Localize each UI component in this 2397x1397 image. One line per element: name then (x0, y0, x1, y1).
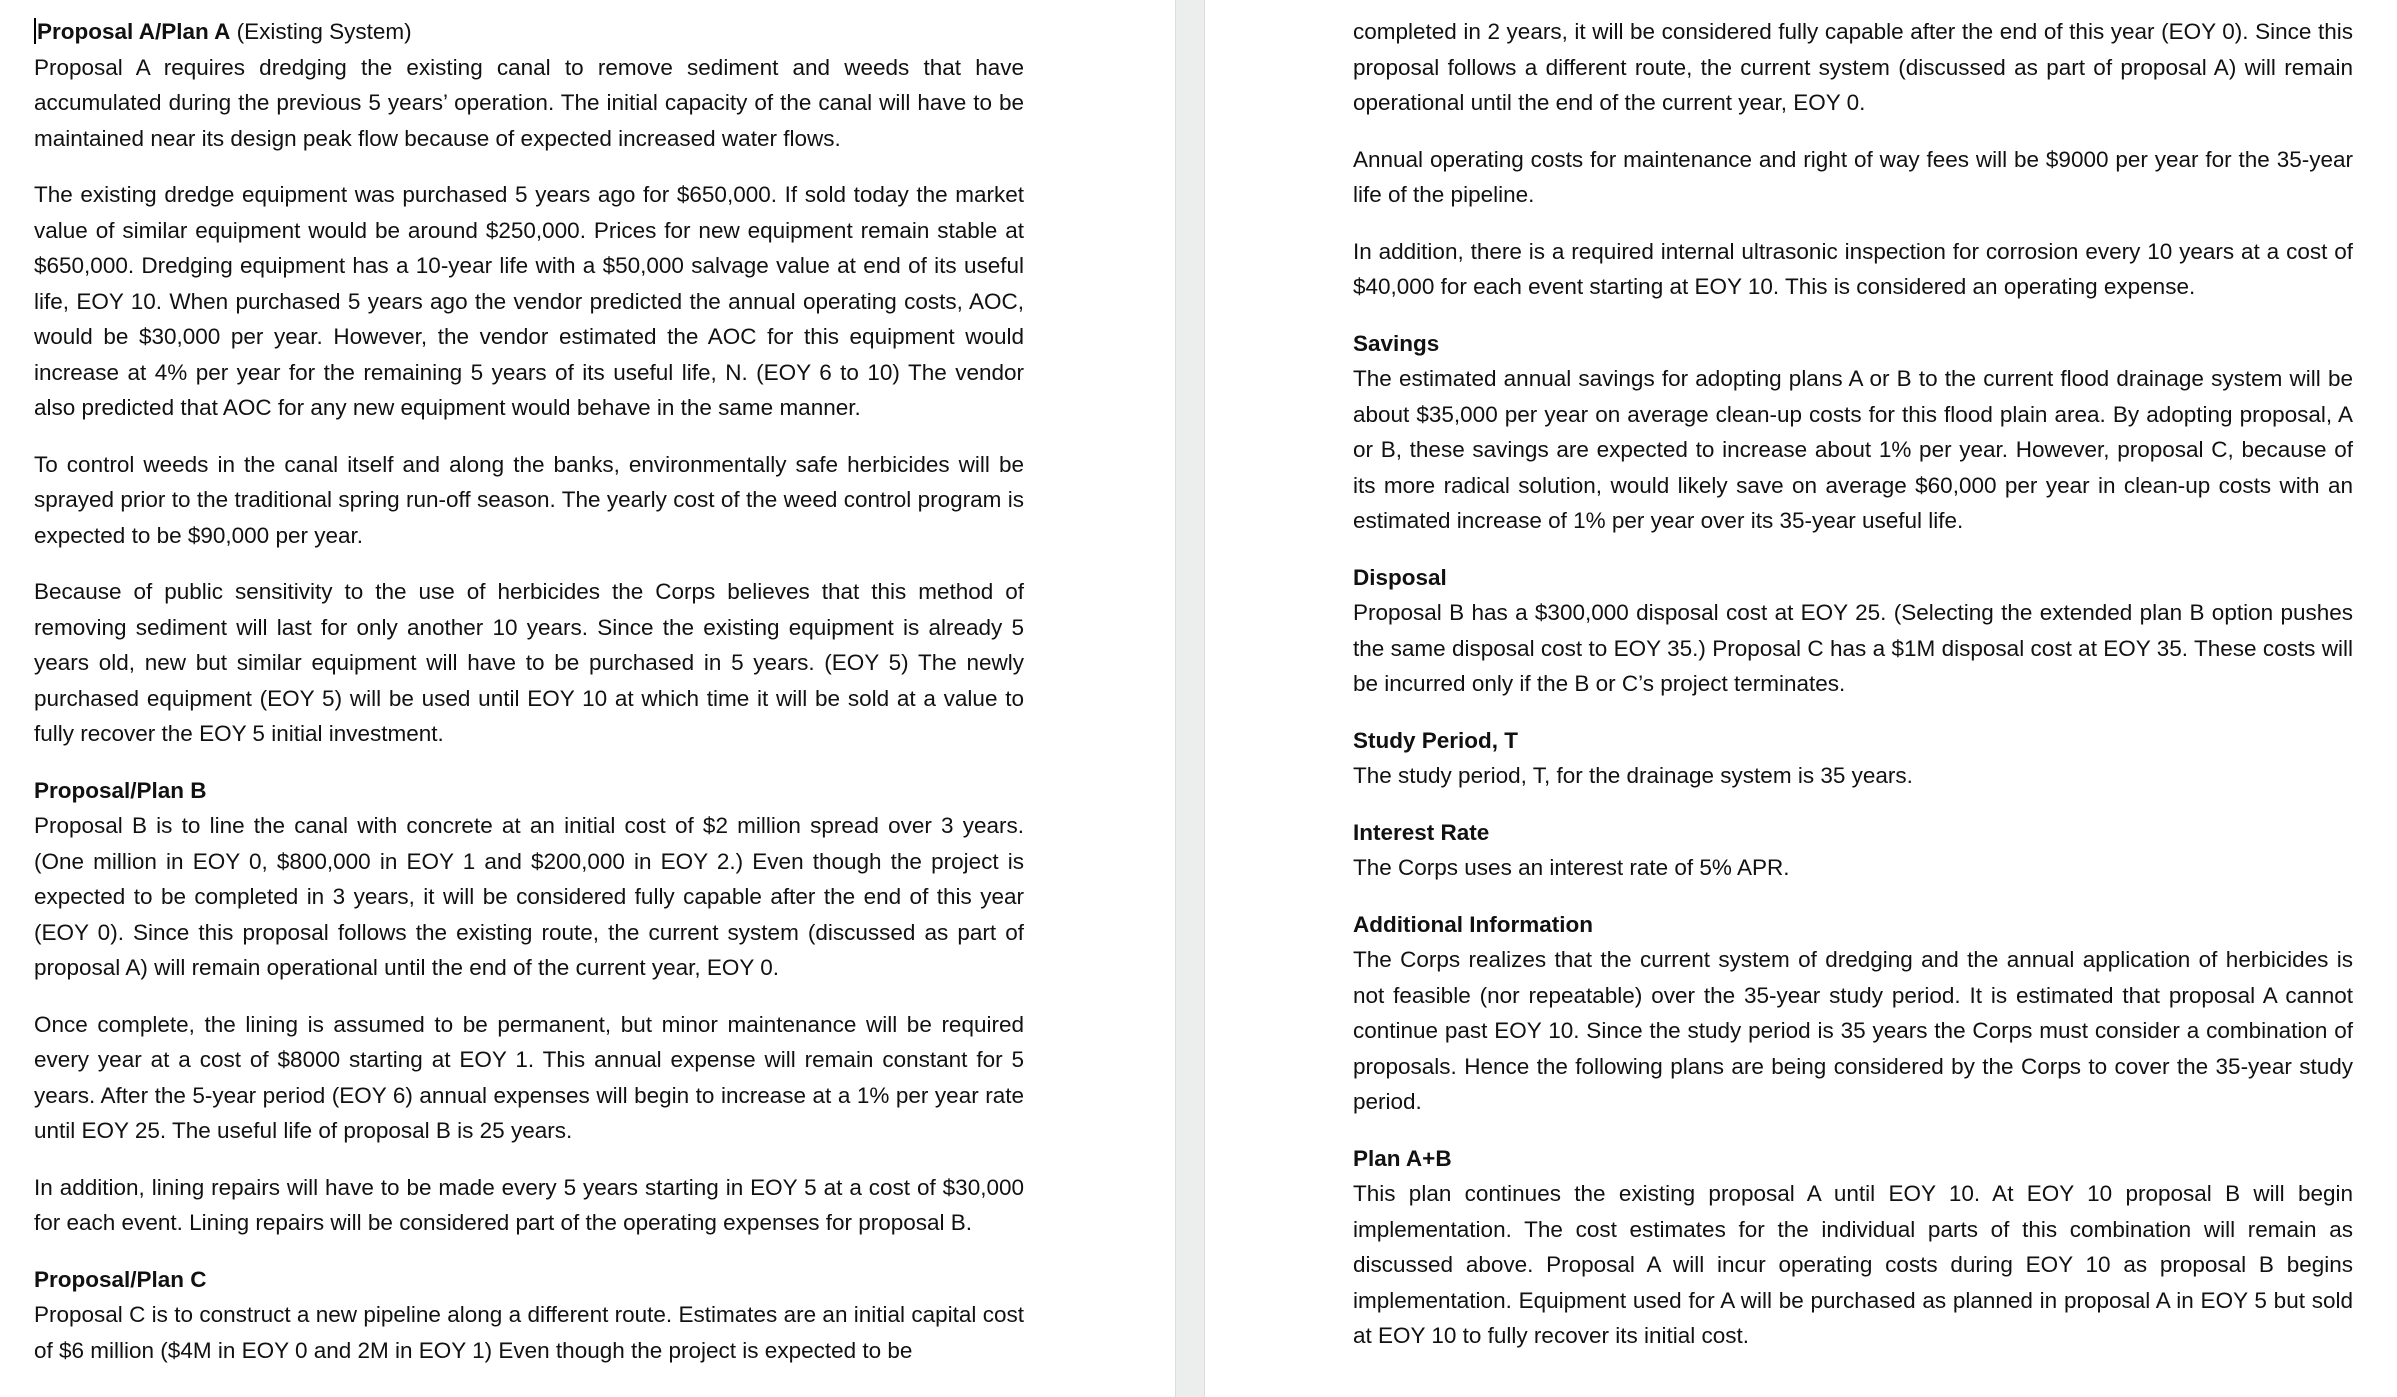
additional-info-heading: Additional Information (1353, 911, 1593, 937)
proposal-a-subtitle: (Existing System) (230, 19, 412, 44)
interest-rate-paragraph: The Corps uses an interest rate of 5% APR. (1353, 855, 1790, 880)
right-column (1353, 14, 2353, 1354)
proposal-c-paragraph-4: In addition, there is a required internal ultrasonic inspection for corrosion every 10 years at a cost of $40,000 for each event starting at EOY 10. This is considered an operating expense. (1353, 238, 2353, 299)
proposal-b-paragraph-3: In addition, lining repairs will have to be made every 5 years starting in EOY 5 at a cost of $30,000 for each event. Lining repairs will be considered part of the operating expenses for proposal B. (34, 1174, 1024, 1235)
document-page-right[interactable] (1205, 0, 2397, 1397)
study-period-paragraph: The study period, T, for the drainage system is 35 years. (1353, 763, 1913, 788)
study-period-section (1353, 723, 2353, 794)
document-page-left[interactable] (0, 0, 1175, 1397)
proposal-a-title (34, 14, 1024, 50)
proposal-c-section (34, 1262, 1024, 1369)
disposal-heading: Disposal (1353, 564, 1447, 590)
proposal-c-paragraph-1: Proposal C is to construct a new pipeline along a different route. Estimates are an initial capital cost of $6 million ($4M in EOY 0 and 2M in EOY 1) Even though the project is expected to be (34, 1302, 1024, 1363)
plan-ab-section (1353, 1141, 2353, 1354)
savings-section (1353, 326, 2353, 539)
left-column (34, 14, 1024, 1368)
plan-ab-heading: Plan A+B (1353, 1145, 1452, 1171)
plan-ab-paragraph: This plan continues the existing proposal A until EOY 10. At EOY 10 proposal B will begin implementation. The cost estimates for the individual parts of this combination will remain as discussed above. Proposal A will incur operating costs during EOY 10 as proposal B begins implementation. Equipment used for A will be purchased as planned in proposal A in EOY 5 but sold at EOY 10 to fully recover its initial cost. (1353, 1181, 2353, 1348)
proposal-a-paragraph-4: Because of public sensitivity to the use of herbicides the Corps believes that this method of removing sediment will last for only another 10 years. Since the existing equipment is already 5 years old, new but similar equipment will have to be purchased in 5 years. (EOY 5) The newly purchased equipment (EOY 5) will be used until EOY 10 at which time it will be sold at a value to fully recover the EOY 5 initial investment. (34, 579, 1024, 746)
proposal-a-paragraph-1: Proposal A requires dredging the existing canal to remove sediment and weeds that have accumulated during the previous 5 years’ operation. The initial capacity of the canal will have to be maintained near its design peak flow because of expected increased water flows. (34, 54, 1024, 151)
proposal-b-section (34, 773, 1024, 986)
disposal-section (1353, 560, 2353, 702)
interest-rate-heading: Interest Rate (1353, 819, 1490, 845)
additional-info-paragraph: The Corps realizes that the current system of dredging and the annual application of herbicides is not feasible (nor repeatable) over the 35-year study period. It is estimated that proposal A cannot continue past EOY 10. Since the study period is 35 years the Corps must consider a combination of proposals. Hence the following plans are being considered by the Corps to cover the 35-year study period. (1353, 947, 2353, 1114)
page-gutter (1175, 0, 1205, 1397)
interest-rate-section (1353, 815, 2353, 886)
additional-info-section (1353, 907, 2353, 1120)
disposal-paragraph: Proposal B has a $300,000 disposal cost at EOY 25. (Selecting the extended plan B option pushes the same disposal cost to EOY 35.) Proposal C has a $1M disposal cost at EOY 35. These costs will be incurred only if the B or C’s project terminates. (1353, 600, 2353, 696)
proposal-b-paragraph-2: Once complete, the lining is assumed to be permanent, but minor maintenance will be required every year at a cost of $8000 starting at EOY 1. This annual expense will remain constant for 5 years. After the 5-year period (EOY 6) annual expenses will begin to increase at a 1% per year rate until EOY 25. The useful life of proposal B is 25 years. (34, 1011, 1024, 1143)
text-cursor (34, 18, 36, 44)
proposal-c-paragraph-3: Annual operating costs for maintenance and right of way fees will be $9000 per year for the 35-year life of the pipeline. (1353, 146, 2353, 207)
proposal-a-paragraph-2: The existing dredge equipment was purchased 5 years ago for $650,000. If sold today the market value of similar equipment would be around $250,000. Prices for new equipment remain stable at $650,000. Dredging equipment has a 10-year life with a $50,000 salvage value at end of its useful life, EOY 10. When purchased 5 years ago the vendor predicted the annual operating costs, AOC, would be $30,000 per year. However, the vendor estimated the AOC for this equipment would increase at 4% per year for the remaining 5 years of its useful life, N. (EOY 6 to 10) The vendor also predicted that AOC for any new equipment would behave in the same manner. (34, 182, 1024, 420)
proposal-b-heading: Proposal/Plan B (34, 777, 207, 803)
proposal-c-paragraph-2: completed in 2 years, it will be considered fully capable after the end of this year (EOY 0). Since this proposal follows a different route, the current system (discussed as part of proposal A) will remain operational until the end of the current year, EOY 0. (1353, 19, 2353, 115)
proposal-b-paragraph-1: Proposal B is to line the canal with concrete at an initial cost of $2 million spread over 3 years. (One million in EOY 0, $800,000 in EOY 1 and $200,000 in EOY 2.) Even though the project is expected to be completed in 3 years, it will be considered fully capable after the end of this year (EOY 0). Since this proposal follows the existing route, the current system (discussed as part of proposal A) will remain operational until the end of the current year, EOY 0. (34, 813, 1024, 980)
savings-heading: Savings (1353, 330, 1440, 356)
savings-paragraph: The estimated annual savings for adopting plans A or B to the current flood drainage system will be about $35,000 per year on average clean-up costs for this flood plain area. By adopting proposal, A or B, these savings are expected to increase about 1% per year. However, proposal C, because of its more radical solution, would likely save on average $60,000 per year in clean-up costs with an estimated increase of 1% per year over its 35-year useful life. (1353, 366, 2353, 533)
study-period-heading: Study Period, T (1353, 727, 1519, 753)
proposal-a-paragraph-3: To control weeds in the canal itself and along the banks, environmentally safe herbicides will be sprayed prior to the traditional spring run-off season. The yearly cost of the weed control program is expected to be $90,000 per year. (34, 451, 1024, 548)
proposal-c-heading: Proposal/Plan C (34, 1266, 207, 1292)
proposal-a-heading: Proposal A/Plan A (37, 19, 231, 44)
